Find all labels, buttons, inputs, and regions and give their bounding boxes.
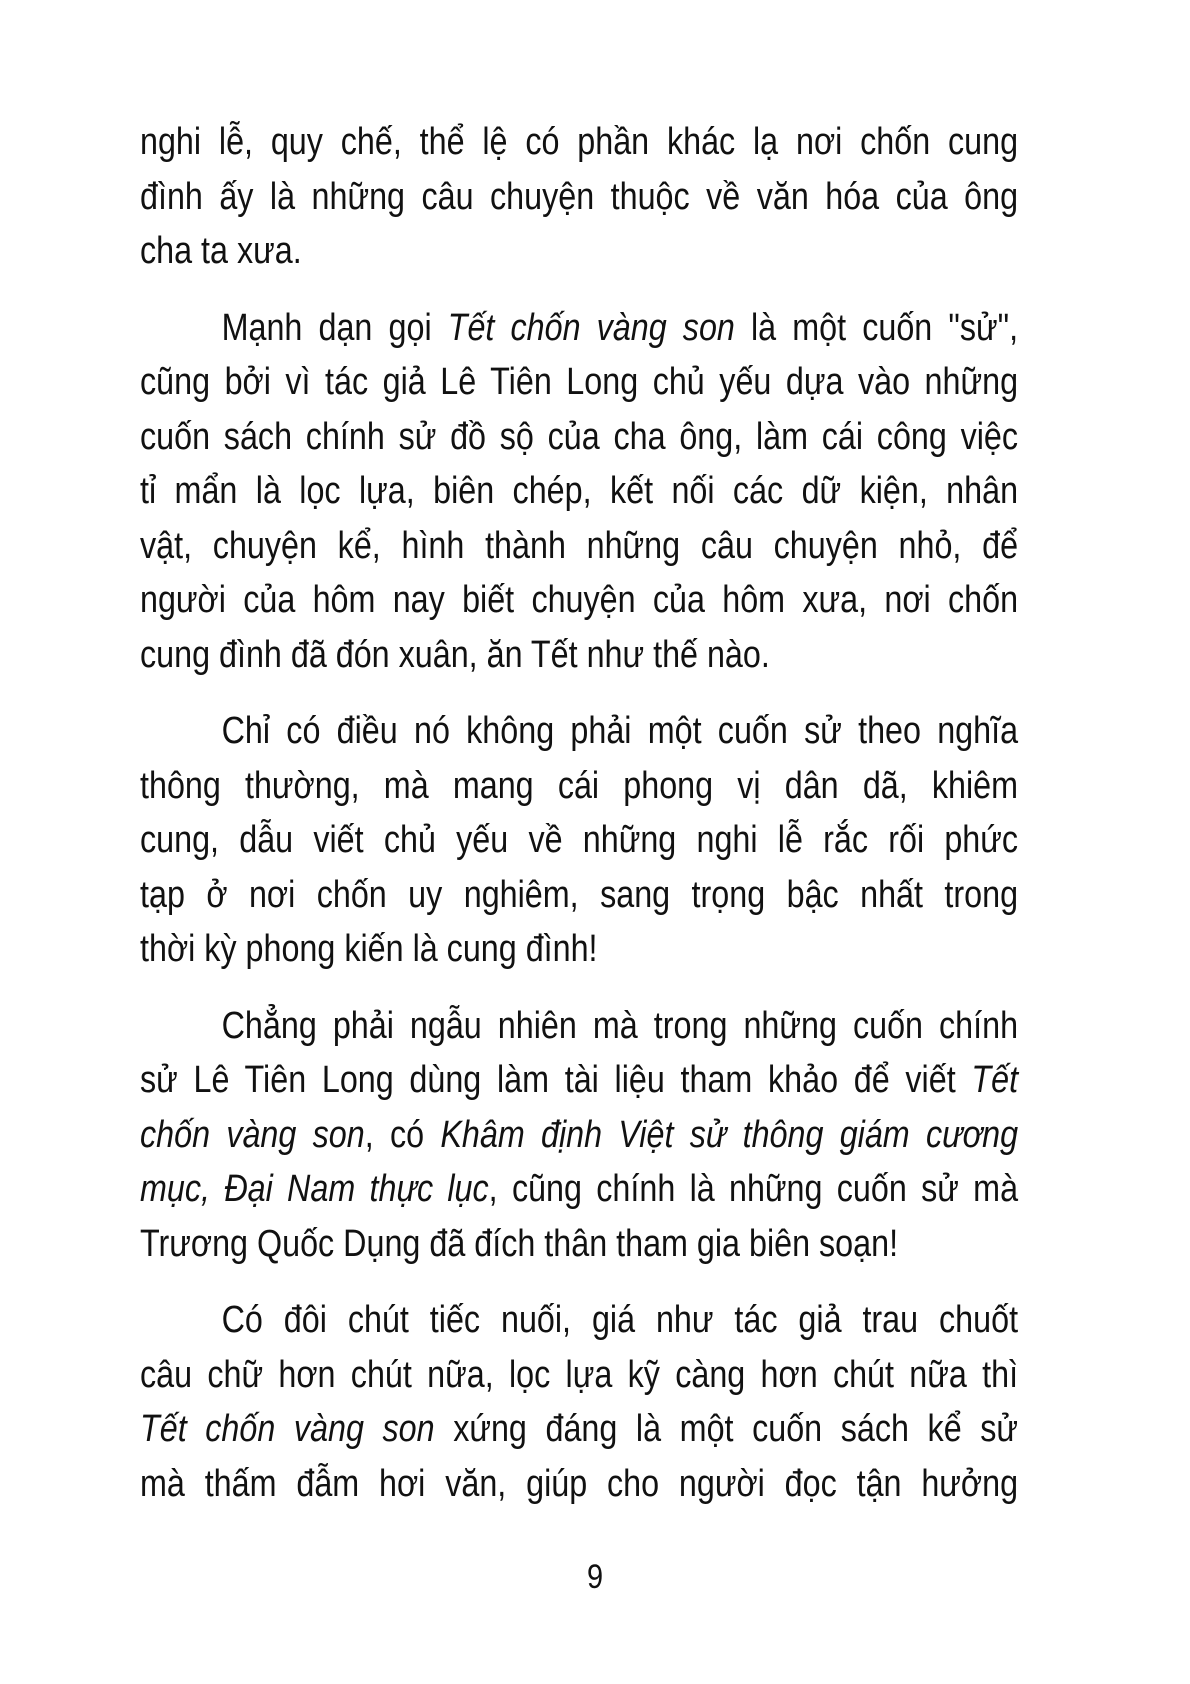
page-number: 9 <box>586 1558 604 1596</box>
text-line <box>140 410 1018 465</box>
italic-title-text: Khâm định Việt sử thông giám cương <box>440 1113 1019 1156</box>
text-line <box>140 1457 1018 1512</box>
text-line <box>140 704 1018 759</box>
text-line <box>140 813 1018 868</box>
italic-title-text: Tết chốn vàng son <box>140 1408 435 1450</box>
text-segment: Mạnh dạn gọi <box>221 306 448 349</box>
paragraph <box>140 115 1018 279</box>
text-line <box>140 1293 1018 1348</box>
text-segment: Có đôi chút tiếc nuối, giá như tác giả trau chuốt <box>221 1299 1019 1341</box>
paragraph <box>140 301 1018 683</box>
text-segment: thời kỳ phong kiến là cung đình! <box>140 928 598 970</box>
italic-title-text: Tết <box>971 1059 1019 1101</box>
text-segment: Trương Quốc Dụng đã đích thân tham gia biên soạn! <box>140 1222 899 1265</box>
text-segment: Chỉ có điều nó không phải một cuốn sử theo nghĩa <box>221 710 1019 752</box>
text-segment: người của hôm nay biết chuyện của hôm xưa, nơi chốn <box>140 579 1019 621</box>
text-segment: cuốn sách chính sử đồ sộ của cha ông, làm cái công việc <box>140 415 1019 458</box>
text-segment: Chẳng phải ngẫu nhiên mà trong những cuốn chính <box>221 1004 1019 1047</box>
text-segment: cha ta xưa. <box>140 230 302 272</box>
text-segment: cung, dẫu viết chủ yếu về những nghi lễ rắc rối phức <box>140 819 1019 861</box>
text-line <box>140 1217 1018 1272</box>
text-line <box>140 224 1018 279</box>
text-line <box>140 1053 1018 1108</box>
text-line <box>140 922 1018 977</box>
page-body <box>140 115 1018 1533</box>
italic-title-text: mục, Đại Nam thực lục <box>140 1168 489 1210</box>
text-line <box>140 999 1018 1054</box>
text-line <box>140 759 1018 814</box>
text-segment: đình ấy là những câu chuyện thuộc về văn hóa của ông <box>140 175 1019 218</box>
text-segment: sử Lê Tiên Long dùng làm tài liệu tham khảo để viết <box>140 1059 972 1101</box>
text-segment: cũng bởi vì tác giả Lê Tiên Long chủ yếu dựa vào những <box>140 361 1019 403</box>
text-line <box>140 628 1018 683</box>
text-segment: cung đình đã đón xuân, ăn Tết như thế nào. <box>140 633 770 676</box>
text-segment: mà thấm đẫm hơi văn, giúp cho người đọc tận hưởng <box>140 1462 1019 1505</box>
text-segment: thông thường, mà mang cái phong vị dân dã, khiêm <box>140 764 1019 807</box>
text-line <box>140 355 1018 410</box>
text-segment: vật, chuyện kể, hình thành những câu chuyện nhỏ, để <box>140 524 1019 567</box>
text-segment: tạp ở nơi chốn uy nghiêm, sang trọng bậc nhất trong <box>140 873 1019 916</box>
paragraph <box>140 704 1018 977</box>
text-segment: , cũng chính là những cuốn sử mà <box>488 1168 1019 1210</box>
text-line <box>140 464 1018 519</box>
text-line <box>140 573 1018 628</box>
text-segment: là một cuốn "sử", <box>734 306 1019 349</box>
italic-title-text: chốn vàng son <box>140 1113 365 1156</box>
text-segment: nghi lễ, quy chế, thể lệ có phần khác lạ nơi chốn cung <box>140 121 1019 163</box>
text-line <box>140 170 1018 225</box>
text-segment: xứng đáng là một cuốn sách kể sử <box>434 1408 1019 1450</box>
text-line <box>140 1402 1018 1457</box>
italic-title-text: Tết chốn vàng son <box>447 306 735 349</box>
text-line <box>140 519 1018 574</box>
text-line <box>140 1162 1018 1217</box>
paragraph <box>140 999 1018 1272</box>
text-line <box>140 301 1018 356</box>
text-line <box>140 115 1018 170</box>
text-segment: câu chữ hơn chút nữa, lọc lựa kỹ càng hơn chút nữa thì <box>140 1353 1019 1396</box>
text-line <box>140 868 1018 923</box>
paragraph <box>140 1293 1018 1511</box>
text-line <box>140 1108 1018 1163</box>
text-segment: tỉ mẩn là lọc lựa, biên chép, kết nối các dữ kiện, nhân <box>140 470 1019 512</box>
text-segment: , có <box>364 1113 441 1156</box>
text-line <box>140 1348 1018 1403</box>
